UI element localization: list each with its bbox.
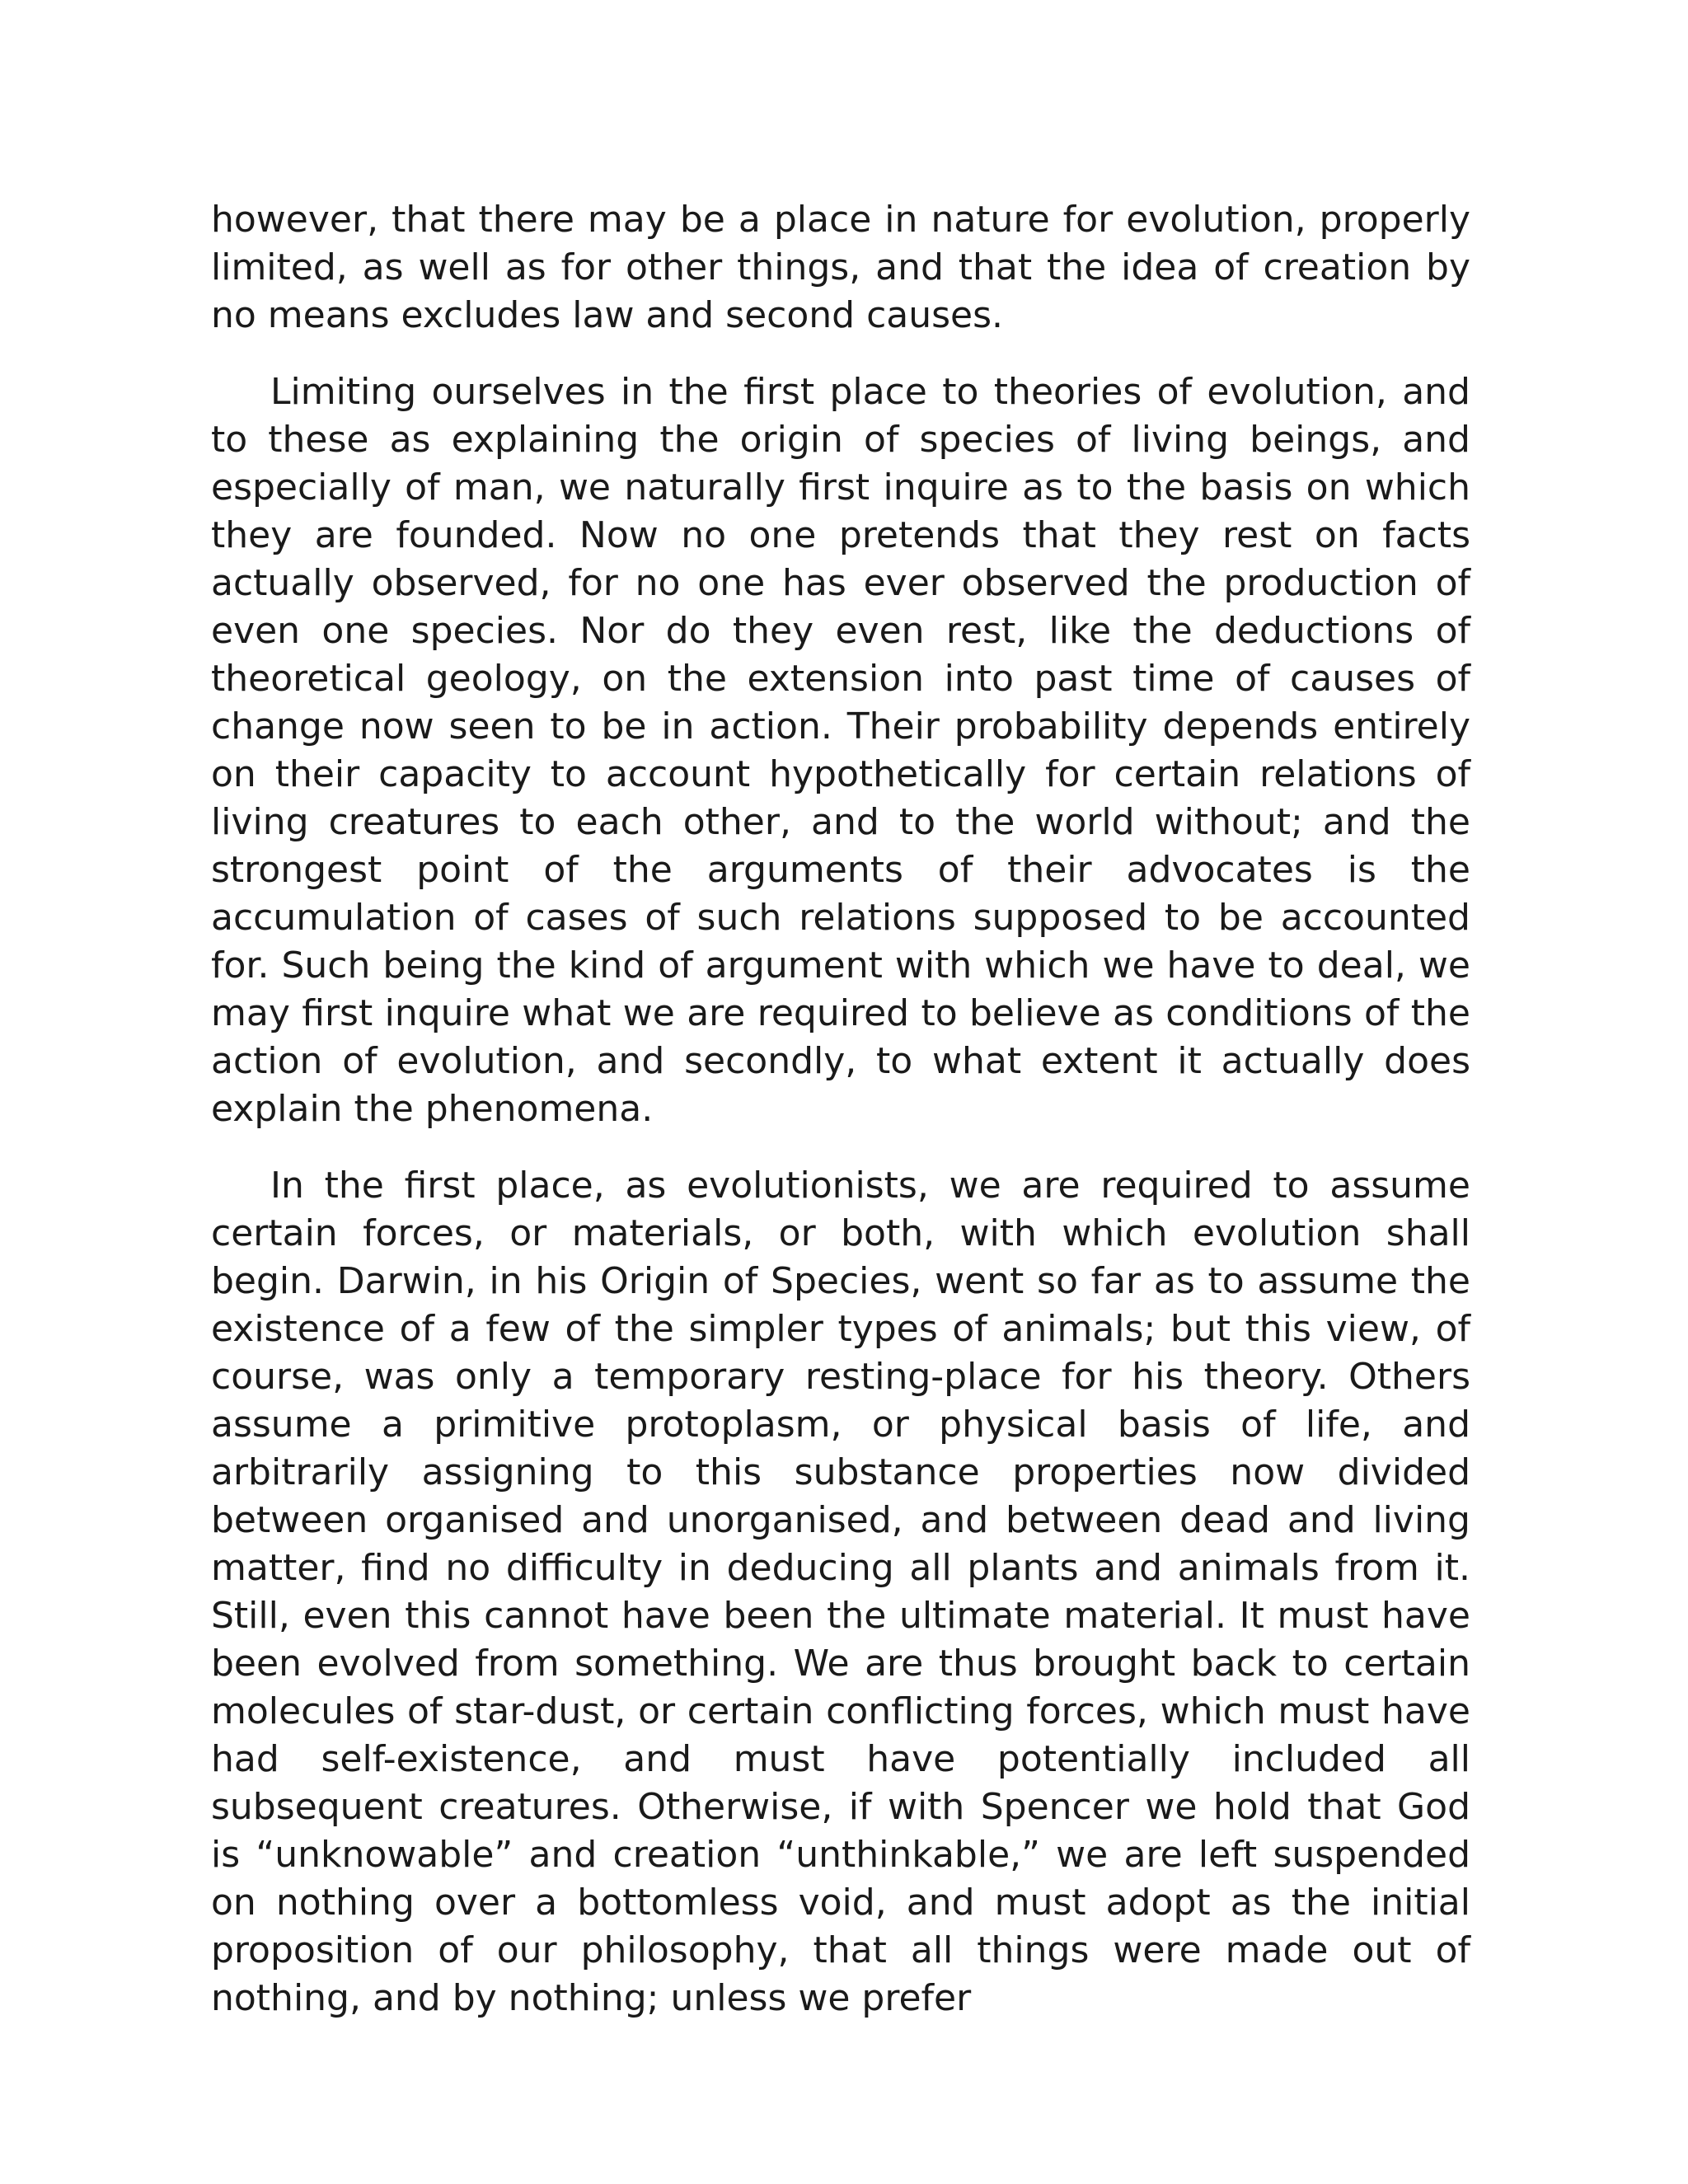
body-text xyxy=(211,196,1470,2022)
paragraph-theories-of-evolution: Limiting ourselves in the first place to theories of evolution, and to these as explaining the origin of species of living beings, and especially of man, we naturally first inquire as to the basis on which they are founded. Now no one pretends that they rest on facts actually observed, for no one has ever observed the production of even one species. Nor do they even rest, like the deductions of theoretical geology, on the extension into past time of causes of change now seen to be in action. Their probability depends entirely on their capacity to account hypothetically for certain relations of living creatures to each other, and to the world without; and the strongest point of the arguments of their advocates is the accumulation of cases of such relations supposed to be accounted for. Such being the kind of argument with which we have to deal, we may first inquire what we are required to believe as conditions of the action of evolution, and secondly, to what extent it actually does explain the phenomena. xyxy=(211,371,1470,1130)
paragraph-assumptions-of-evolution: In the first place, as evolutionists, we are required to assume certain forces, or materials, or both, with which evolution shall begin. Darwin, in his Origin of Species, went so far as to assume the existence of a few of the simpler types of animals; but this view, of course, was only a temporary resting-place for his theory. Others assume a primitive protoplasm, or physical basis of life, and arbitrarily assigning to this substance properties now divided between organised and unorganised, and between dead and living matter, find no difficulty in deducing all plants and animals from it. Still, even this cannot have been the ultimate material. It must have been evolved from something. We are thus brought back to certain molecules of star-dust, or certain conflicting forces, which must have had self-existence, and must have potentially included all subsequent creatures. Otherwise, if with Spencer we hold that God is “unknowable” and creation “unthinkable,” we are left suspended on nothing over a bottomless void, and must adopt as the initial proposition of our philosophy, that all things were made out of nothing, and by nothing; unless we prefer xyxy=(211,1165,1470,2019)
paragraph-continuation: however, that there may be a place in nature for evolution, properly limited, as well as for other things, and that the idea of creation by no means excludes law and second causes. xyxy=(211,199,1470,336)
